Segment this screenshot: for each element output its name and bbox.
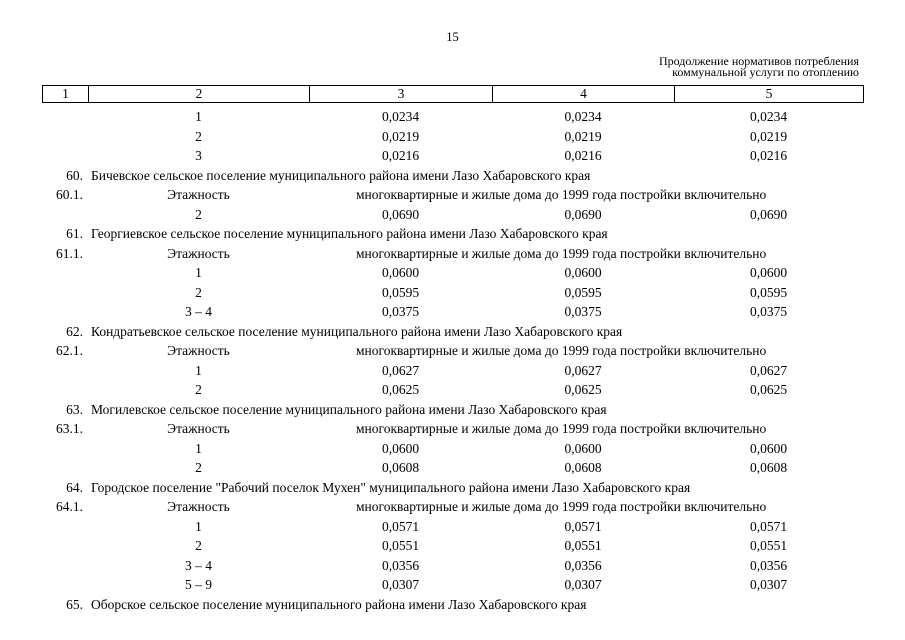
table-row: [42, 205, 863, 225]
value-cell-col-4: 0,0234: [564, 109, 602, 124]
subsection-row: [42, 497, 863, 517]
value-cell-col-5: 0,0627: [749, 362, 788, 378]
section-heading-row: [42, 400, 863, 420]
header-col-5: 5: [675, 86, 864, 103]
value-cell-col-4: 0,0595: [564, 284, 602, 300]
column-number-header: [42, 85, 864, 103]
section-title: Оборское сельское поселение муниципального района имени Лазо Хабаровского края: [91, 596, 587, 612]
floor-count-cell: 3: [195, 148, 202, 163]
value-cell-col-3: 0,0375: [381, 304, 420, 319]
floor-count-cell: 2: [195, 284, 202, 300]
section-heading-row: [42, 224, 863, 244]
value-cell-col-3: 0,0627: [381, 362, 420, 378]
value-cell-col-3: 0,0234: [381, 109, 420, 124]
caption-line-1: Продолжение нормативов потребления: [658, 54, 859, 68]
page-number: 15: [446, 30, 459, 44]
value-cell-col-3: 0,0595: [381, 284, 420, 300]
floor-count-cell: 2: [195, 382, 202, 397]
value-cell-col-5: 0,0595: [749, 284, 788, 300]
value-cell-col-3: 0,0571: [381, 518, 420, 534]
value-cell-col-5: 0,0216: [749, 148, 788, 163]
building-category: многоквартирные и жилые дома до 1999 года постройки включительно: [356, 343, 767, 358]
floor-count-cell: 2: [195, 538, 202, 553]
header-col-4: 4: [493, 86, 675, 103]
floor-count-cell: 1: [195, 109, 202, 124]
section-title: Городское поселение "Рабочий поселок Мухен" муниципального района имени Лазо Хабаровского края: [91, 479, 691, 495]
floor-count-cell: 1: [195, 265, 202, 280]
building-category: многоквартирные и жилые дома до 1999 года постройки включительно: [356, 421, 767, 436]
value-cell-col-4: 0,0307: [564, 577, 602, 592]
value-cell-col-4: 0,0571: [564, 518, 602, 534]
table-row: [42, 458, 863, 478]
value-cell-col-4: 0,0375: [564, 304, 602, 319]
value-cell-col-4: 0,0627: [564, 362, 602, 378]
value-cell-col-4: 0,0600: [564, 265, 602, 280]
table-row: [42, 361, 863, 381]
floor-count-cell: 2: [195, 206, 202, 222]
value-cell-col-5: 0,0234: [749, 109, 788, 124]
value-cell-col-4: 0,0608: [564, 460, 602, 475]
table-body: [42, 107, 863, 614]
subsection-number: 64.1.: [56, 499, 83, 514]
value-cell-col-3: 0,0219: [381, 128, 420, 144]
subsection-number: 63.1.: [56, 421, 83, 436]
value-cell-col-5: 0,0625: [749, 382, 788, 397]
section-number: 64.: [66, 479, 83, 495]
section-number: 61.: [66, 226, 83, 241]
table-row: [42, 107, 863, 127]
value-cell-col-5: 0,0307: [749, 577, 788, 592]
section-heading-row: [42, 478, 863, 498]
value-cell-col-5: 0,0219: [749, 128, 788, 144]
table-row: [42, 302, 863, 322]
value-cell-col-4: 0,0356: [564, 557, 602, 573]
table-caption: [659, 56, 859, 78]
table-row: [42, 283, 863, 303]
floors-label: Этажность: [167, 499, 230, 514]
section-heading-row: [42, 322, 863, 342]
section-number: 62.: [66, 323, 83, 339]
floors-label: Этажность: [167, 245, 230, 261]
value-cell-col-4: 0,0690: [564, 206, 602, 222]
value-cell-col-4: 0,0216: [564, 148, 602, 163]
table-row: [42, 263, 863, 283]
table-row: [42, 556, 863, 576]
value-cell-col-5: 0,0608: [749, 460, 788, 475]
floor-count-cell: 1: [195, 440, 202, 456]
value-cell-col-5: 0,0600: [749, 265, 788, 280]
floor-count-cell: 1: [195, 362, 202, 378]
value-cell-col-3: 0,0600: [381, 265, 420, 280]
value-cell-col-5: 0,0551: [749, 538, 788, 553]
value-cell-col-3: 0,0608: [381, 460, 420, 475]
section-title: Бичевское сельское поселение муниципального района имени Лазо Хабаровского края: [91, 167, 591, 183]
floor-count-cell: 3 – 4: [185, 304, 212, 319]
table-row: [42, 517, 863, 537]
subsection-number: 62.1.: [56, 343, 83, 358]
section-title: Георгиевское сельское поселение муниципального района имени Лазо Хабаровского края: [91, 226, 608, 241]
header-col-2: 2: [89, 86, 310, 103]
value-cell-col-3: 0,0356: [381, 557, 420, 573]
value-cell-col-3: 0,0216: [381, 148, 420, 163]
value-cell-col-3: 0,0625: [381, 382, 420, 397]
building-category: многоквартирные и жилые дома до 1999 года постройки включительно: [356, 187, 767, 202]
value-cell-col-3: 0,0600: [381, 440, 420, 456]
value-cell-col-3: 0,0690: [381, 206, 420, 222]
subsection-number: 61.1.: [56, 245, 83, 261]
subsection-row: [42, 244, 863, 264]
floor-count-cell: 2: [195, 128, 202, 144]
value-cell-col-5: 0,0571: [749, 518, 788, 534]
section-number: 63.: [66, 401, 83, 417]
value-cell-col-4: 0,0551: [564, 538, 602, 553]
value-cell-col-3: 0,0551: [381, 538, 420, 553]
value-cell-col-4: 0,0625: [564, 382, 602, 397]
value-cell-col-5: 0,0356: [749, 557, 788, 573]
table-row: [42, 575, 863, 595]
section-title: Кондратьевское сельское поселение муниципального района имени Лазо Хабаровского края: [91, 323, 623, 339]
value-cell-col-5: 0,0690: [749, 206, 788, 222]
building-category: многоквартирные и жилые дома до 1999 года постройки включительно: [356, 245, 767, 261]
table-row: [42, 380, 863, 400]
building-category: многоквартирные и жилые дома до 1999 года постройки включительно: [356, 499, 767, 514]
header-col-1: 1: [43, 86, 89, 103]
subsection-row: [42, 341, 863, 361]
value-cell-col-5: 0,0375: [749, 304, 788, 319]
section-heading-row: [42, 166, 863, 186]
header-col-3: 3: [310, 86, 493, 103]
table-row: [42, 439, 863, 459]
section-number: 65.: [66, 596, 83, 612]
floors-label: Этажность: [167, 343, 230, 358]
floors-label: Этажность: [167, 421, 230, 436]
floors-label: Этажность: [167, 187, 230, 202]
value-cell-col-3: 0,0307: [381, 577, 420, 592]
floor-count-cell: 3 – 4: [185, 557, 212, 573]
section-title: Могилевское сельское поселение муниципального района имени Лазо Хабаровского края: [91, 401, 607, 417]
floor-count-cell: 1: [195, 518, 202, 534]
table-row: [42, 146, 863, 166]
subsection-row: [42, 419, 863, 439]
subsection-number: 60.1.: [56, 187, 83, 202]
section-number: 60.: [66, 167, 83, 183]
value-cell-col-4: 0,0219: [564, 128, 602, 144]
table-row: [42, 127, 863, 147]
table-row: [42, 536, 863, 556]
subsection-row: [42, 185, 863, 205]
value-cell-col-5: 0,0600: [749, 440, 788, 456]
caption-line-2: коммунальной услуги по отоплению: [672, 65, 859, 79]
floor-count-cell: 5 – 9: [185, 577, 212, 592]
floor-count-cell: 2: [195, 460, 202, 475]
section-heading-row: [42, 595, 863, 615]
value-cell-col-4: 0,0600: [564, 440, 602, 456]
